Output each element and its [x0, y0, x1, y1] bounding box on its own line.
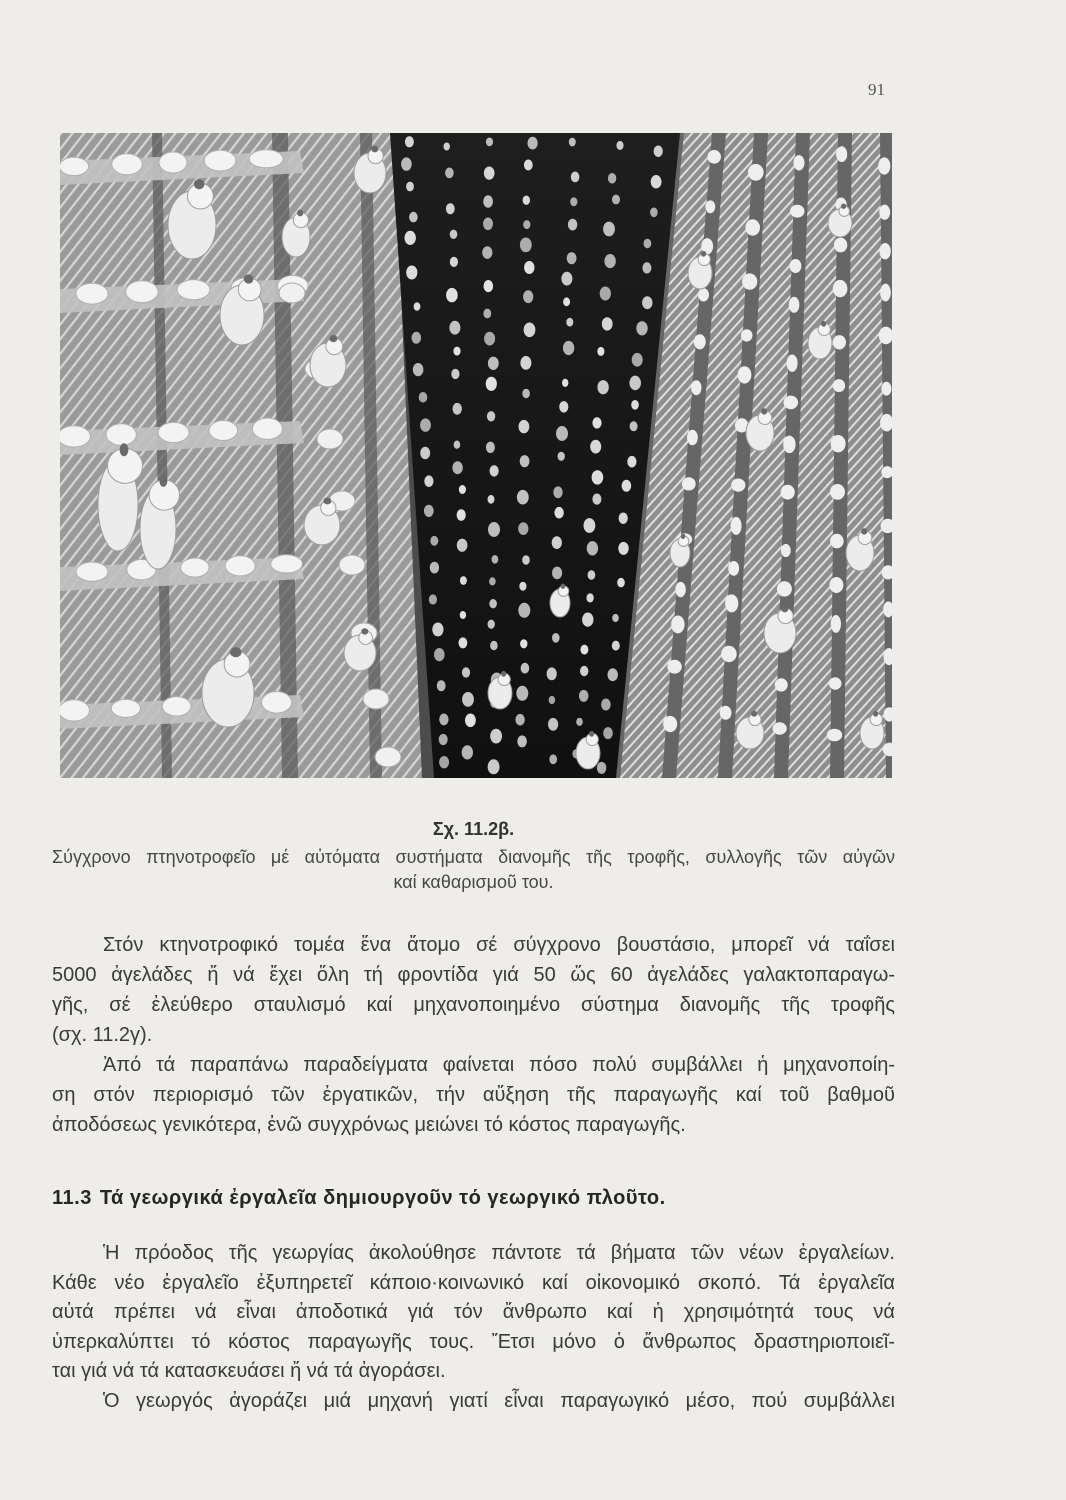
aisle-egg — [487, 411, 495, 421]
egg — [60, 426, 90, 447]
egg — [787, 355, 798, 372]
aisle-egg — [576, 718, 583, 726]
egg — [745, 219, 760, 235]
aisle-egg — [627, 456, 636, 468]
egg — [725, 594, 738, 612]
aisle-egg — [457, 539, 468, 552]
paragraph-line: Ἀπό τά παραπάνω παραδείγματα φαίνεται πόσο πολύ συμβάλλει ἡ μηχανοποίη- — [103, 1054, 895, 1076]
aisle-egg — [612, 195, 620, 205]
aisle-egg — [450, 257, 458, 267]
hen-comb — [329, 335, 337, 342]
paragraph-line: γῆς, σέ ἐλεύθερο σταυλισμό καί μηχανοποιημένο σύστημα διανομῆς τῆς τροφῆς — [52, 994, 895, 1016]
aisle-egg — [616, 141, 623, 150]
hen-comb — [781, 606, 788, 613]
egg — [76, 283, 108, 304]
aisle-egg — [569, 138, 576, 147]
egg — [111, 699, 140, 717]
aisle-egg — [524, 160, 533, 171]
egg — [879, 243, 890, 259]
figure-caption — [52, 845, 895, 895]
egg — [112, 154, 142, 175]
aisle-egg — [492, 555, 499, 564]
hen-comb — [297, 210, 303, 217]
egg — [667, 660, 681, 674]
aisle-egg — [588, 570, 596, 580]
aisle-egg — [552, 633, 560, 643]
aisle-egg — [629, 376, 641, 391]
aisle-egg — [552, 536, 562, 549]
aisle-egg — [520, 238, 532, 253]
aisle-egg — [420, 418, 431, 431]
hen-comb — [841, 204, 846, 209]
aisle-egg — [446, 288, 458, 302]
hen-comb — [323, 498, 331, 505]
aisle-egg — [528, 137, 538, 150]
aisle-egg — [524, 261, 534, 274]
aisle-egg — [460, 576, 467, 585]
aisle-egg — [444, 143, 450, 151]
aisle-egg — [515, 714, 524, 726]
aisle-egg — [636, 321, 647, 335]
aisle-egg — [608, 668, 618, 681]
egg — [748, 164, 764, 181]
caption-line: καί καθαρισμοῦ του. — [393, 872, 554, 892]
egg — [830, 534, 844, 549]
aisle-egg — [488, 357, 499, 370]
aisle-egg — [439, 714, 448, 726]
egg — [881, 382, 891, 396]
aisle-egg — [437, 680, 446, 691]
egg — [731, 517, 742, 535]
hen-comb — [501, 671, 506, 677]
aisle-egg — [556, 426, 568, 441]
aisle-egg — [571, 172, 580, 183]
aisle-egg — [563, 297, 570, 306]
aisle-egg — [401, 157, 412, 170]
egg — [181, 558, 209, 577]
egg — [675, 582, 685, 597]
egg — [742, 273, 757, 289]
aisle-egg — [612, 641, 620, 651]
egg — [836, 146, 847, 162]
egg — [879, 205, 890, 220]
aisle-egg — [483, 195, 493, 207]
egg — [204, 150, 236, 171]
aisle-egg — [562, 379, 568, 387]
hen-comb — [701, 251, 706, 257]
aisle-egg — [429, 594, 437, 604]
aisle-egg — [522, 389, 530, 398]
aisle-egg — [518, 522, 528, 535]
egg — [126, 281, 158, 303]
egg — [691, 380, 701, 395]
egg — [671, 616, 684, 634]
aisle-egg — [548, 718, 558, 731]
aisle-egg — [488, 620, 495, 629]
egg — [317, 429, 343, 449]
poultry-house-photo — [60, 133, 892, 778]
hen-comb — [681, 534, 685, 539]
aisle-egg — [486, 377, 497, 391]
aisle-egg — [549, 754, 557, 764]
aisle-egg — [604, 254, 615, 268]
hen-comb — [371, 146, 378, 153]
aisle-egg — [406, 266, 417, 280]
aisle-egg — [554, 507, 563, 519]
egg — [721, 646, 737, 662]
aisle-egg — [603, 727, 613, 739]
egg — [177, 280, 210, 300]
aisle-egg — [453, 403, 462, 415]
aisle-egg — [439, 756, 449, 768]
aisle-egg — [631, 400, 639, 410]
egg — [790, 205, 804, 218]
aisle-egg — [488, 759, 500, 774]
paragraph-line: Ὁ γεωργός ἀγοράζει μιά μηχανή γιατί εἶναι παραγωγικό μέσο, πού συμβάλλει — [103, 1389, 895, 1412]
egg — [831, 615, 841, 633]
aisle-egg — [608, 173, 616, 184]
aisle-egg — [412, 332, 422, 344]
paragraph-line: ση στόν περιορισμό τῶν ἐργατικῶν, τήν αὔξηση τῆς παραγωγῆς καί τοῦ βαθμοῦ — [52, 1084, 895, 1106]
aisle-egg — [420, 447, 430, 459]
egg — [878, 157, 890, 174]
aisle-egg — [483, 309, 491, 319]
egg — [827, 729, 842, 742]
paragraph-line: ὑπερκαλύπτει τό κόστος παραγωγῆς τους. Ἔτσι μόνο ὁ ἄνθρωπος δραστηριοποιεῖ- — [52, 1330, 895, 1353]
egg — [789, 297, 800, 313]
aisle-egg — [632, 353, 643, 367]
egg — [790, 259, 802, 273]
hen-comb — [244, 274, 254, 283]
egg — [76, 562, 108, 581]
aisle-egg — [617, 578, 625, 588]
aisle-egg — [486, 138, 493, 147]
aisle-egg — [600, 287, 611, 301]
aisle-egg — [587, 541, 598, 555]
hen-comb — [873, 711, 878, 717]
aisle-egg — [592, 494, 601, 505]
section-title: Τά γεωργικά ἐργαλεῖα δημιουργοῦν τό γεωργικό πλοῦτο. — [99, 1187, 666, 1209]
aisle-egg — [465, 714, 476, 728]
hen-comb — [761, 408, 767, 414]
hen-comb — [120, 443, 129, 456]
aisle-egg — [516, 686, 528, 701]
aisle-egg — [490, 641, 498, 650]
egg — [834, 238, 847, 253]
aisle-egg — [520, 639, 527, 648]
egg — [781, 544, 791, 557]
hen-comb — [194, 179, 205, 189]
egg — [775, 678, 788, 691]
aisle-egg — [486, 442, 495, 453]
egg — [158, 422, 189, 442]
aisle-egg — [601, 699, 611, 711]
aisle-egg — [642, 262, 651, 273]
aisle-egg — [561, 272, 572, 286]
egg — [784, 396, 799, 410]
egg — [162, 697, 191, 716]
hen-comb — [230, 647, 241, 657]
aisle-egg — [553, 486, 562, 498]
body-text-after-section — [52, 1239, 895, 1416]
egg — [60, 700, 90, 721]
body-text-before-section — [52, 930, 895, 1140]
aisle-egg — [566, 318, 573, 327]
hen-comb — [159, 475, 167, 487]
aisle-egg — [619, 513, 628, 524]
aisle-egg — [405, 136, 414, 147]
egg — [159, 152, 187, 173]
paragraph-line: (σχ. 11.2γ). — [52, 1024, 153, 1046]
egg — [262, 692, 292, 714]
aisle-egg — [592, 417, 601, 428]
aisle-egg — [612, 614, 619, 622]
aisle-egg — [432, 623, 443, 637]
aisle-egg — [462, 692, 474, 707]
aisle-egg — [451, 369, 459, 379]
paragraph-1 — [52, 930, 895, 1050]
aisle-egg — [597, 380, 608, 394]
aisle-egg — [549, 696, 556, 704]
aisle-egg — [603, 222, 615, 237]
aisle-egg — [590, 440, 601, 454]
egg — [829, 577, 843, 593]
aisle-egg — [414, 302, 421, 311]
aisle-egg — [597, 762, 607, 774]
aisle-egg — [523, 220, 530, 229]
aisle-egg — [592, 470, 604, 484]
aisle-egg — [460, 611, 466, 619]
egg — [880, 284, 891, 302]
egg — [728, 561, 739, 576]
aisle-egg — [522, 555, 530, 565]
aisle-egg — [450, 230, 458, 239]
aisle-egg — [488, 495, 495, 504]
paragraph-2 — [52, 1050, 895, 1140]
egg — [682, 477, 696, 490]
aisle-egg — [547, 667, 557, 680]
paragraph-line: Ἡ πρόοδος τῆς γεωργίας ἀκολούθησε πάντοτε τά βήματα τῶν νέων ἐργαλείων. — [103, 1242, 895, 1264]
aisle-egg — [484, 167, 495, 180]
aisle-egg — [570, 197, 577, 206]
egg — [339, 555, 365, 575]
aisle-egg — [523, 196, 530, 205]
egg — [741, 329, 753, 341]
egg — [249, 150, 283, 168]
aisle-egg — [521, 663, 530, 674]
aisle-egg — [586, 593, 593, 602]
egg — [694, 334, 706, 349]
aisle-egg — [462, 667, 470, 677]
caption-line: Σύγχρονο πτηνοτροφεῖο μέ αὐτόματα συστήματα διανομῆς τῆς τροφῆς, συλλογῆς τῶν αὐγῶν — [52, 847, 895, 867]
egg — [829, 677, 842, 689]
egg — [698, 288, 709, 301]
aisle-egg — [558, 452, 565, 461]
aisle-egg — [552, 567, 562, 580]
aisle-egg — [488, 522, 500, 537]
egg — [60, 157, 89, 175]
aisle-egg — [490, 465, 499, 476]
aisle-egg — [580, 666, 588, 676]
egg — [833, 280, 848, 297]
egg — [707, 150, 721, 164]
section-number: 11.3 — [52, 1187, 92, 1209]
paragraph-line: Στόν κτηνοτροφικό τομέα ἕνα ἄτομο σέ σύγχρονο βουστάσιο, μπορεῖ νά ταΐσει — [103, 934, 895, 956]
aisle-egg — [462, 745, 473, 759]
egg — [252, 418, 282, 439]
egg — [831, 435, 846, 452]
aisle-egg — [602, 317, 613, 330]
egg — [705, 200, 715, 213]
aisle-egg — [654, 146, 663, 157]
egg — [687, 430, 698, 446]
hen-comb — [861, 528, 867, 534]
paragraph-line: αὐτά πρέπει νά εἶναι ἀποδοτικά γιά τόν ἄνθρωπο καί ἡ χρησιμότητά τους νά — [52, 1301, 895, 1323]
paragraph-3 — [52, 1239, 895, 1387]
hen-comb — [561, 584, 565, 589]
aisle-egg — [520, 356, 531, 370]
egg — [375, 747, 401, 767]
aisle-egg — [520, 455, 530, 467]
aisle-egg — [419, 392, 428, 403]
aisle-egg — [580, 645, 588, 655]
aisle-egg — [597, 347, 604, 356]
paragraph-4 — [52, 1387, 895, 1417]
paragraph-line: ται γιά νά τά κατασκευάσει ἤ νά τά ἀγοράσει. — [52, 1360, 446, 1382]
egg — [106, 424, 136, 446]
aisle-egg — [446, 203, 455, 214]
aisle-egg — [568, 219, 577, 231]
section-heading — [52, 1184, 666, 1212]
aisle-egg — [454, 441, 461, 449]
hen-comb — [589, 731, 594, 737]
egg — [830, 484, 845, 500]
aisle-egg — [489, 599, 497, 608]
aisle-egg — [413, 363, 424, 376]
aisle-egg — [445, 168, 454, 179]
aisle-egg — [584, 518, 596, 533]
paragraph-line: ἀποδόσεως γενικότερα, ἐνῶ συγχρόνως μειώνει τό κόστος παραγωγῆς. — [52, 1114, 686, 1136]
egg — [738, 366, 752, 383]
aisle-egg — [618, 542, 628, 555]
aisle-egg — [642, 296, 652, 309]
egg — [663, 716, 677, 732]
aisle-egg — [453, 347, 460, 356]
aisle-egg — [459, 637, 468, 648]
hen-comb — [361, 628, 368, 634]
egg — [209, 421, 238, 441]
egg — [271, 555, 303, 573]
egg — [720, 706, 732, 720]
egg — [794, 155, 805, 170]
aisle-egg — [582, 613, 593, 627]
aisle-egg — [519, 420, 530, 433]
egg — [783, 436, 795, 454]
aisle-egg — [622, 480, 632, 492]
aisle-egg — [579, 690, 589, 702]
aisle-egg — [430, 536, 438, 546]
aisle-egg — [434, 648, 445, 661]
egg — [833, 379, 845, 392]
aisle-egg — [650, 208, 658, 218]
aisle-egg — [524, 323, 536, 338]
paragraph-line: Κάθε νέο ἐργαλεῖο ἐξυπηρετεῖ κάποιο·κοινωνικό καί οἰκονομικό σκοπό. Τά ἐργαλεῖα — [52, 1271, 895, 1294]
aisle-egg — [523, 290, 533, 303]
aisle-egg — [406, 182, 414, 192]
aisle-egg — [409, 212, 418, 223]
hen-comb — [751, 711, 757, 717]
paragraph-line: 5000 ἀγελάδες ἤ νά ἔχει ὅλη τή φροντίδα γιά 50 ὥς 60 ἀγελάδες γαλακτοπαραγω- — [52, 964, 895, 986]
egg — [279, 283, 305, 303]
aisle-egg — [630, 421, 638, 431]
aisle-egg — [489, 577, 496, 585]
aisle-egg — [484, 332, 495, 346]
aisle-egg — [483, 218, 493, 231]
egg — [781, 485, 795, 500]
aisle-egg — [430, 562, 439, 574]
aisle-egg — [482, 246, 492, 259]
aisle-egg — [651, 175, 662, 188]
egg — [225, 556, 255, 576]
aisle-egg — [517, 490, 529, 505]
aisle-egg — [452, 461, 462, 474]
egg — [773, 722, 787, 734]
page-number: 91 — [868, 80, 885, 99]
aisle-egg — [519, 582, 526, 591]
hen-comb — [821, 321, 826, 327]
aisle-egg — [459, 485, 466, 494]
aisle-egg — [567, 252, 577, 264]
aisle-egg — [405, 231, 416, 245]
aisle-egg — [484, 280, 494, 292]
aisle-egg — [490, 729, 502, 744]
aisle-egg — [424, 475, 433, 487]
aisle-egg — [518, 603, 530, 618]
egg — [777, 581, 792, 596]
aisle-egg — [424, 505, 434, 517]
aisle-egg — [644, 239, 652, 249]
egg — [833, 335, 846, 349]
figure-label: Σχ. 11.2β. — [432, 819, 515, 839]
aisle-egg — [517, 735, 527, 747]
aisle-egg — [449, 321, 460, 335]
aisle-egg — [559, 401, 568, 412]
egg — [363, 689, 389, 709]
egg — [731, 479, 745, 492]
aisle-egg — [563, 341, 574, 355]
aisle-egg — [439, 734, 448, 745]
aisle-egg — [457, 509, 466, 521]
